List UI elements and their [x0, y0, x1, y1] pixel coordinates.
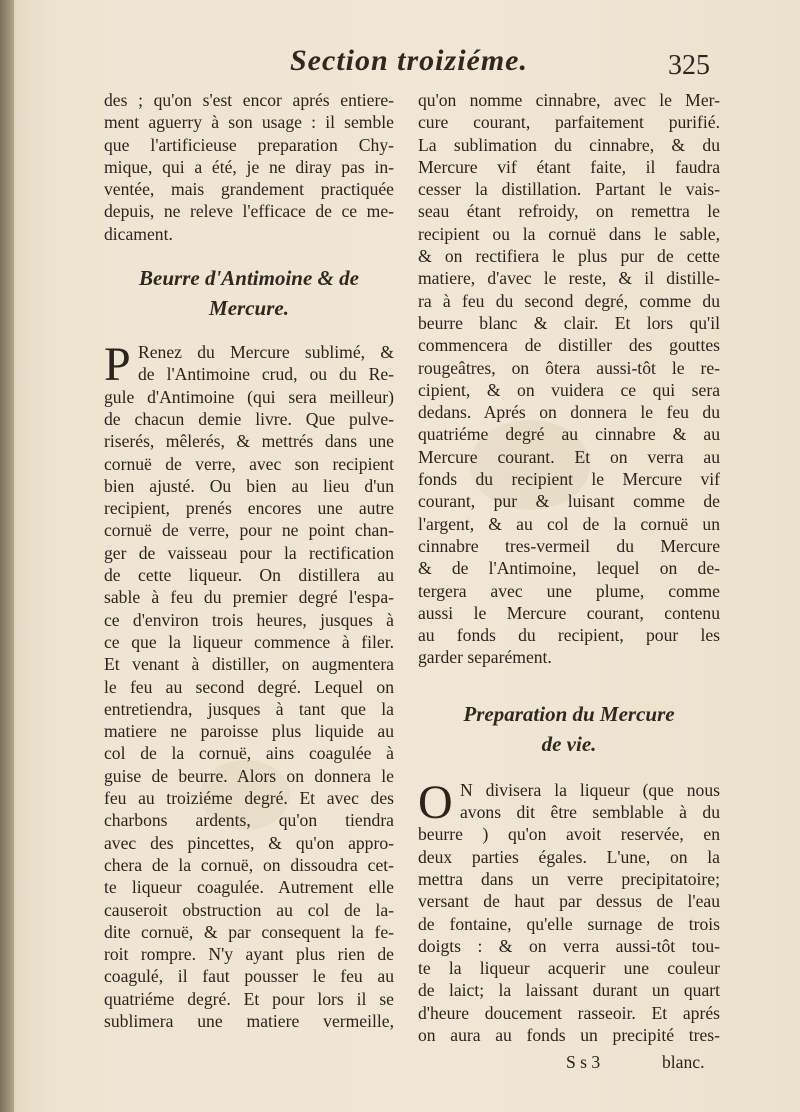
text-line: on aura au fonds un precipité tres- — [418, 1024, 720, 1045]
heading-line: Mercure. — [209, 296, 289, 321]
text-line: de laict; la laissant durant un quart — [418, 980, 720, 1001]
text-line: col de la cornuë, ains coagulée à — [104, 743, 394, 764]
text-line: versant de haut par dessus de l'eau — [418, 891, 720, 912]
text-line: matiere, d'avec le reste, & il distille- — [418, 268, 720, 289]
heading-line: de vie. — [541, 731, 597, 756]
text-line: roit rompre. N'y ayant plus rien de — [104, 944, 394, 965]
page-number: 325 — [668, 50, 710, 81]
text-line: aussi le Mercure courant, contenu — [418, 602, 720, 623]
text-line: bien ajusté. Ou bien au lieu d'un — [104, 475, 394, 496]
text-line: Et venant à distiller, on augmentera — [104, 654, 394, 675]
text-line: beurre blanc & clair. Et lors qu'il — [418, 312, 720, 333]
text-line: charbons ardents, qu'on tiendra — [104, 810, 394, 831]
text-line: ra à feu du second degré, comme du — [418, 290, 720, 311]
text-line: ger de vaisseau pour la rectification — [104, 542, 394, 563]
text-line: cinnabre tres-vermeil du Mercure — [418, 535, 720, 556]
text-line: gule d'Antimoine (qui sera meilleur) — [104, 386, 394, 407]
text-line: ce que la liqueur commence à filer. — [104, 631, 394, 652]
text-line: coagulé, il faut pousser le feu au — [104, 966, 394, 987]
text-line: ce d'environ trois heures, jusques à — [104, 609, 394, 630]
text-line: l'argent, & au col de la cornuë un — [418, 513, 720, 534]
right-column — [418, 89, 720, 1046]
text-line: sable à feu du premier degré l'espa- — [104, 587, 394, 608]
text-line: avec des pincettes, & qu'on appro- — [104, 832, 394, 853]
text-line: garder separément. — [418, 647, 552, 668]
text-line: tergera avec une plume, comme — [418, 580, 720, 601]
text-line: que l'artificieuse preparation Chy- — [104, 134, 394, 155]
text-line: beurre ) qu'on avoit reservée, en — [418, 824, 720, 845]
text-line: matiere ne paroisse plus liquide au — [104, 721, 394, 742]
text-line: des ; qu'on s'est encor aprés entiere- — [104, 90, 394, 110]
text-line: cesser la distillation. Partant le vais- — [418, 179, 720, 200]
text-line: de cette liqueur. On distillera au — [104, 565, 394, 586]
text-line: doigts : & on verra aussi-tôt tou- — [418, 935, 720, 956]
text-line: commencera de distiller des gouttes — [418, 335, 720, 356]
text-line: Mercure vif étant faite, il faudra — [418, 156, 720, 177]
text-line: dite cornuë, & par consequent la fe- — [104, 921, 394, 942]
left-column — [104, 89, 394, 1032]
text-line: cipient, & on vuidera ce qui sera — [418, 379, 720, 400]
signature-mark: S s 3 — [566, 1052, 601, 1072]
text-line: deux parties égales. L'une, on la — [418, 846, 720, 867]
text-line: riserés, mêlerés, & mettrés dans une — [104, 431, 394, 452]
text-line: de l'Antimoine crud, ou du Re- — [138, 364, 394, 385]
text-line: seau étant refroidy, on remettra le — [418, 201, 720, 222]
text-line: cornuë de verre, pour ne point chan- — [104, 520, 394, 541]
section-heading — [418, 699, 720, 759]
text-line: qu'on nomme cinnabre, avec le Mer- — [418, 90, 720, 110]
text-line: te liqueur coagulée. Autrement elle — [104, 877, 394, 898]
text-line: fonds du recipient le Mercure vif — [418, 469, 720, 490]
catchword: blanc. — [662, 1052, 705, 1072]
text-line: ventée, mais grandement practiquée — [104, 179, 394, 200]
text-line: courant, pur & luisant comme de — [418, 491, 720, 512]
text-line: cornuë de verre, avec son recipient — [104, 453, 394, 474]
drop-cap: O — [418, 775, 453, 829]
text-line: ment aguerry à son usage : il semble — [104, 112, 394, 133]
text-line: sublimera une matiere vermeille, — [104, 1010, 394, 1031]
section-heading — [104, 263, 394, 323]
text-line: d'heure doucement rasseoir. Et aprés — [418, 1002, 720, 1023]
text-line: cure courant, parfaitement purifié. — [418, 112, 720, 133]
heading-line: Preparation du Mercure — [463, 701, 675, 726]
text-line: au fonds du recipient, pour les — [418, 625, 720, 646]
text-line: N divisera la liqueur (que nous — [460, 779, 720, 800]
text-line: recipient, prenés encores une autre — [104, 498, 394, 519]
text-line: feu au troiziéme degré. Et avec des — [104, 788, 394, 809]
text-line: dedans. Aprés on donnera le feu du — [418, 402, 720, 423]
text-line: de chacun demie livre. Que pulve- — [104, 408, 394, 429]
text-line: avons dit être semblable à du — [460, 802, 720, 823]
text-line: mettra dans un verre precipitatoire; — [418, 868, 720, 889]
text-line: mique, qui a été, je ne diray pas in- — [104, 156, 394, 177]
page-gutter — [0, 0, 14, 1112]
text-line: La sublimation du cinnabre, & du — [418, 134, 720, 155]
text-line: causeroit obstruction au col de la- — [104, 899, 394, 920]
text-line: quatriéme degré au cinnabre & au — [418, 424, 720, 445]
text-line: rougeâtres, on ôtera aussi-tôt le re- — [418, 357, 720, 378]
section-paragraph — [418, 775, 720, 1047]
text-line: de fontaine, qu'elle surnage de trois — [418, 913, 720, 934]
text-line: recipient ou la cornuë dans le sable, — [418, 223, 720, 244]
text-line: le feu au second degré. Lequel on — [104, 676, 394, 697]
text-line: & de l'Antimoine, lequel on de- — [418, 558, 720, 579]
section-paragraph — [104, 338, 394, 1032]
text-line: dicament. — [104, 223, 173, 244]
text-line: te la liqueur acquerir une couleur — [418, 958, 720, 979]
text-line: depuis, ne releve l'efficace de ce me- — [104, 201, 394, 222]
text-line: entretiendra, jusques à tant que la — [104, 698, 394, 719]
heading-line: Beurre d'Antimoine & de — [139, 266, 359, 291]
text-line: Mercure courant. Et on verra au — [418, 446, 720, 467]
text-line: guise de beurre. Alors on donnera le — [104, 765, 394, 786]
intro-paragraph — [104, 89, 394, 245]
running-head: Section troiziéme. — [290, 44, 528, 77]
drop-cap: P — [104, 338, 131, 392]
text-line: & on rectifiera le plus pur de cette — [418, 246, 720, 267]
text-line: Renez du Mercure sublimé, & — [138, 342, 394, 363]
text-line: quatriéme degré. Et pour lors il se — [104, 988, 394, 1009]
continued-paragraph — [418, 89, 720, 669]
text-line: chera de la cornuë, on dissoudra cet- — [104, 854, 394, 875]
